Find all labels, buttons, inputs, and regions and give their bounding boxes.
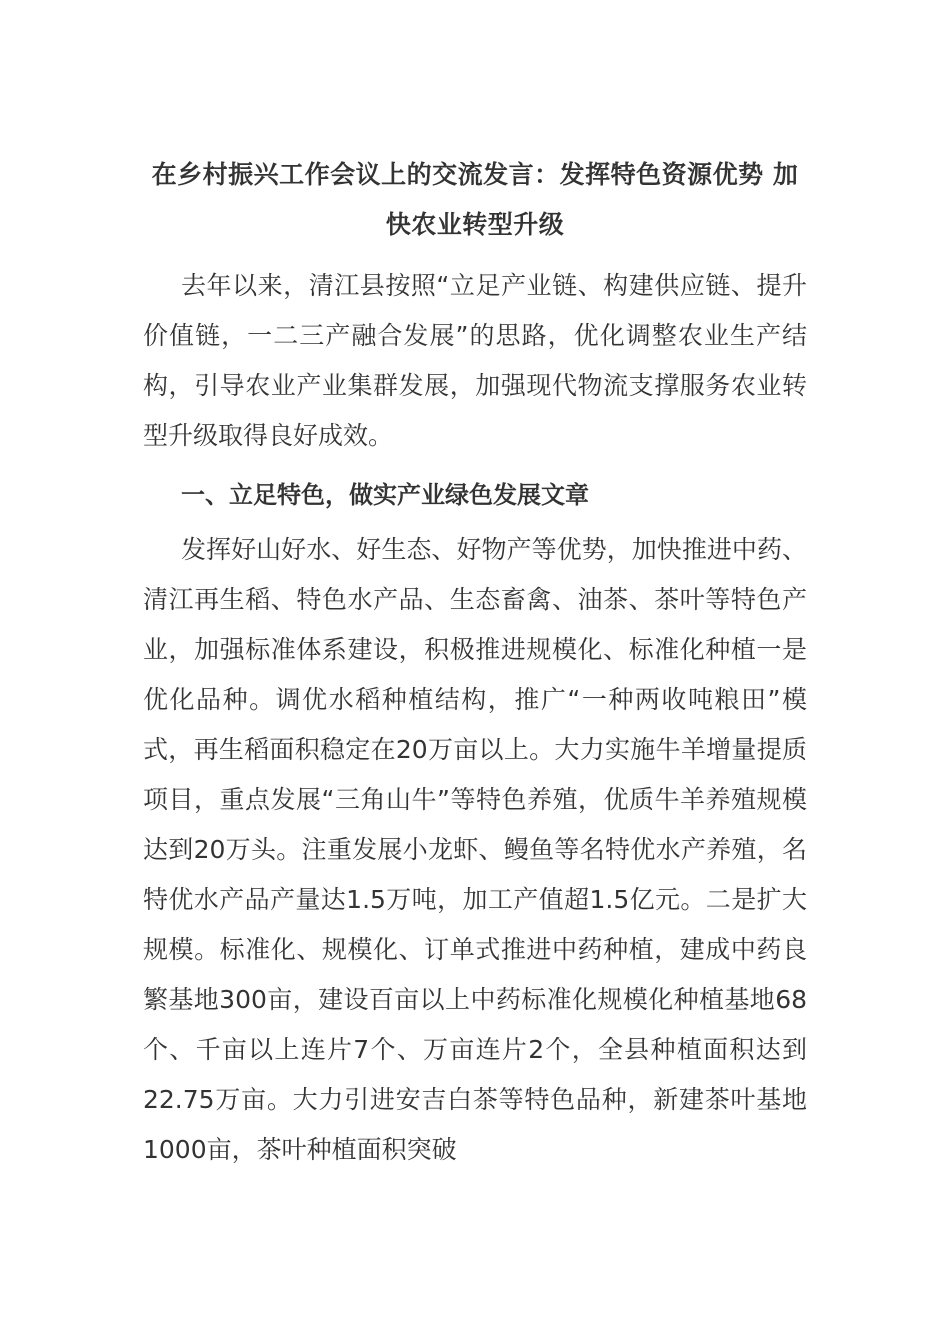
- section-1-paragraph: 发挥好山好水、好生态、好物产等优势，加快推进中药、清江再生稻、特色水产品、生态畜禽、油茶、茶叶等特色产业，加强标准体系建设，积极推进规模化、标准化种植一是优化品种。调优水稻种植结构，推广“一种两收吨粮田”模式，再生稻面积稳定在20万亩以上。大力实施牛羊增量提质项目，重点发展“三角山牛”等特色养殖，优质牛羊养殖规模达到20万头。注重发展小龙虾、鳗鱼等名特优水产养殖，名特优水产品产量达1.5万吨，加工产值超1.5亿元。二是扩大规模。标准化、规模化、订单式推进中药种植，建成中药良繁基地300亩，建设百亩以上中药标准化规模化种植基地68个、千亩以上连片7个、万亩连片2个，全县种植面积达到22.75万亩。大力引进安吉白茶等特色品种，新建茶叶基地1000亩，茶叶种植面积突破: [143, 535, 807, 1164]
- section-heading-1: 一、立足特色，做实产业绿色发展文章: [181, 481, 589, 509]
- document-title: 在乡村振兴工作会议上的交流发言：发挥特色资源优势 加快农业转型升级: [151, 160, 799, 239]
- intro-paragraph: 去年以来，清江县按照“立足产业链、构建供应链、提升价值链，一二三产融合发展”的思路，优化调整农业生产结构，引导农业产业集群发展，加强现代物流支撑服务农业转型升级取得良好成效。: [143, 271, 807, 450]
- document-body: [143, 150, 807, 1175]
